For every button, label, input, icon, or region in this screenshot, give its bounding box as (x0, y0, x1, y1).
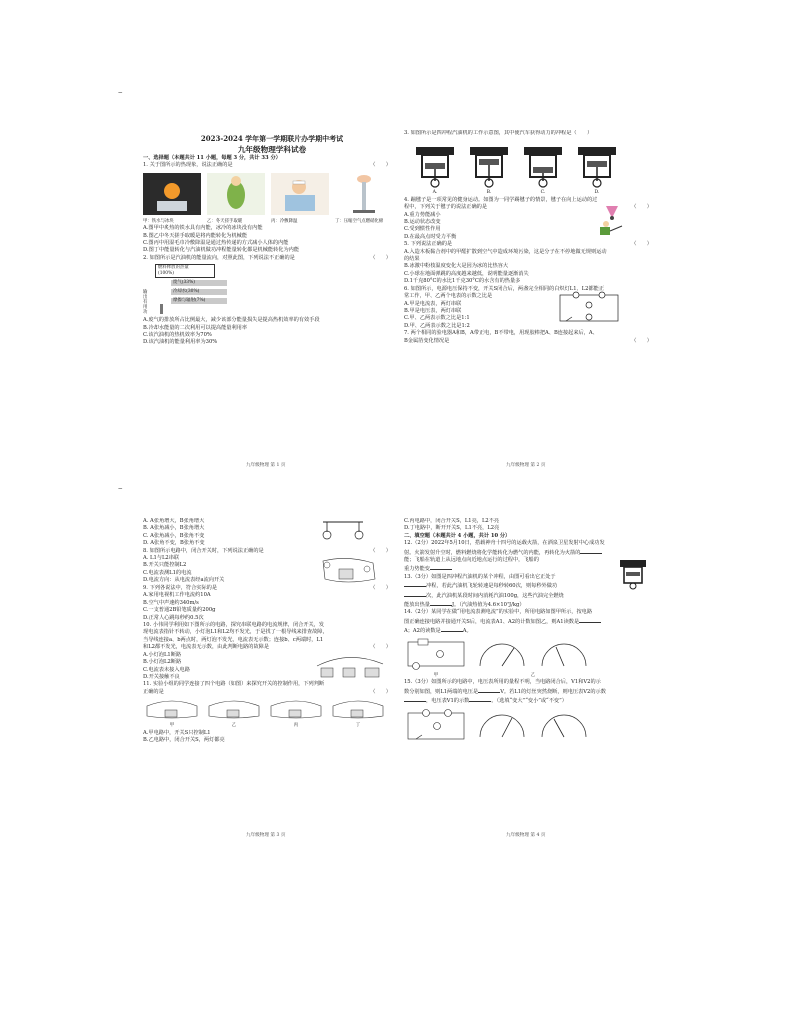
q15-figures (404, 707, 662, 743)
question-4: 4. 蹦毽子是一项常见的健身运动。如图为一同学踢毽子的情景，毽子在向上运动的过 (404, 196, 598, 203)
q6-option-c: C.甲、乙两表示数之比是1:1 (404, 315, 470, 322)
q2-exhaust-bar: 废气(33%) (171, 280, 227, 286)
answer-blank[interactable] (430, 600, 452, 606)
page-footer: 九年级物理 第 2 页 (506, 463, 546, 468)
q10-option-b: B.小灯泡L2断路 (143, 659, 182, 666)
q6-circuit-diagram (556, 291, 622, 325)
answer-blank[interactable] (580, 548, 602, 554)
q5-option-a-continued: 的结果 (404, 256, 420, 263)
q4-option-b: B.运动状态改变 (404, 219, 441, 226)
q9-option-c: C.一支普通2B铅笔质量约200g (143, 607, 216, 614)
answer-blank[interactable] (441, 626, 463, 632)
q14-ammeter-dial-2 (536, 638, 592, 670)
question-15-line-2: 数分别如图，则L1两端的电压是 V。若L1的灯丝突然烧断，则电压表V2的示数 (404, 688, 606, 695)
question-1: 1. 关于图所示的热现象，说法正确的是 （ ） (143, 162, 391, 169)
q2-option-d: D.该汽油机的能量利用率为30% (143, 339, 218, 346)
question-13-line-3: 次，此汽油机某段时间内消耗汽油100g，这些汽油完全燃烧 (404, 591, 564, 600)
q1-option-b: B.图乙中冬天搓手取暖是将内能转化为机械能 (143, 232, 248, 239)
question-10-line-2: 现电流表指针不转动，小灯泡L1和L2均不发光，于是找了一根导线来排查故障， (143, 629, 328, 636)
q1-figure-captions: 甲：铁水与冰块 乙：冬天搓手取暖 丙：冷敷降温 丁：压缩空气点燃硝化棉 (143, 218, 384, 224)
q2-useful-work-label: 输出有用功 (143, 290, 148, 316)
question-12-line-4: 重力势能变 (404, 564, 662, 573)
q1-option-c: C.图丙中用湿毛巾冷敷降温是通过热传递的方式减小人体的内能 (143, 240, 289, 247)
q6-option-a: A.甲是电流表，两灯串联 (404, 300, 462, 307)
q10-option-c: C.电流表未接入电路 (143, 666, 190, 673)
q14-circuit-diagram (404, 638, 468, 670)
question-13-line-2: 冲程，若此汽油机飞轮转速是每秒转60次，则每秒外做功 (404, 581, 564, 590)
answer-blank[interactable] (579, 617, 601, 623)
question-2: 2. 如图所示是汽油机的能量流向，对照此图，下列说法不正确的是 （ ） (143, 254, 391, 261)
q5-option-c: C.小球在地面弹跳的高度越来越低，说明能量逐渐消失 (404, 270, 529, 277)
q7-option-d: D. A张角不变，B张角不变 (143, 540, 205, 547)
q11-circuit-bing (267, 698, 325, 720)
q3-engine-diagrams (412, 141, 662, 189)
q1-cold-compress-figure (271, 173, 329, 215)
answer-blank[interactable] (469, 696, 491, 702)
q2-option-b: B.冷却水能量的二次利用可以提高能量利用率 (143, 324, 248, 331)
question-11: 11. 实验小组的同学连接了四个电路（如图）来探究开关的控制作用，下列判断 (143, 681, 325, 688)
question-6-continued: 常工作，甲、乙两个电表的示数之比是 (404, 293, 493, 300)
exam-subtitle: 九年级物理学科试卷 (237, 145, 307, 154)
exam-page-1 (143, 130, 401, 480)
q9-option-a: A.家用电视机工作电流约10A (143, 592, 211, 599)
question-8: 8. 如图所示电路中，闭合开关时，下列说法正确的是 （ ） (143, 547, 391, 554)
question-12-line-3: 能；飞船在轨道上从远地点向近地点运行的过程中，飞船的 (404, 557, 539, 564)
page-footer: 九年级物理 第 1 页 (246, 463, 286, 468)
q6-option-d: D.甲、乙两表示数之比是1:2 (404, 322, 470, 329)
q10-circuit-photo (313, 652, 387, 680)
q11-option-d: D.丁电路中，断开开关S，L1不亮，L2亮 (404, 525, 500, 532)
q3-option-labels: A. B. C. D. (432, 190, 600, 196)
q11-option-c: C.丙电路中，闭合开关S，L1亮，L2不亮 (404, 518, 500, 524)
q9-option-d: D.正常人心跳每秒约0.5次 (143, 614, 204, 621)
q15-circuit-diagram (404, 707, 468, 743)
answer-blank[interactable] (404, 581, 426, 587)
q14-ammeter-dial-1 (474, 638, 530, 670)
question-12: 12.（2分）2022年5月10日，搭载神舟十四号的运载火箭，在酒泉卫星发射中心成功发 (404, 540, 605, 547)
question-15: 15.（3分）如图所示的电路中，电压表所用的量程不明，当电路闭合后，V1和V2的示 (404, 679, 601, 686)
q4-option-d: D.在最高点时受力平衡 (404, 233, 457, 240)
q4-option-a: A.重力势能减小 (404, 211, 441, 218)
question-7-continued: B金属箔变化情况是 （ ） (404, 337, 652, 344)
question-4-continued: 程中，下列关于毽子的说法正确的是 （ ） (404, 204, 652, 211)
q1-photo-molten-iron (143, 173, 201, 215)
q1-rubbing-hands-figure (207, 173, 265, 215)
question-14: 14.（2分）某同学在做“用电流表测电流”的实验中，所用电路如图甲所示，按电路 (404, 609, 593, 616)
exam-title: 2023-2024 学年第一学期联片办学期中考试 (200, 134, 344, 143)
exam-page-2 (404, 130, 662, 480)
q1-option-d: D.图丁中能量转化与汽油机做功冲程能量转化都是机械能转化为内能 (143, 247, 300, 254)
answer-blank[interactable] (404, 696, 426, 702)
question-5: 5. 下列说法正确的是 （ ） (404, 241, 652, 248)
question-10-line-4: 和L2都不发光，电流表无示数，由此判断电路的故障是 （ ） (143, 644, 391, 651)
q11-circuit-ding (329, 698, 387, 720)
q3-engine-stroke-d (574, 141, 620, 189)
q8-option-c: C.电流表测L1的电流 (143, 569, 192, 576)
question-13-line-4: 能放出热量 J。（汽油热值为4.6×10⁷J/kg） (404, 602, 525, 609)
question-14-line-2: 图正确连接电路并接通开关S后，电流表A1、A2的计数如图乙，则A1读数是 (404, 617, 662, 626)
question-15-line-3: ，电压表V1的示数 。（选填“变大”“变小”或“不变”） (404, 696, 662, 705)
q8-option-d: D.电流方向：从电流表经a流向开关 (143, 577, 225, 584)
q11-option-b: B.乙电路中，闭合开关S，两灯都亮 (143, 736, 225, 743)
question-10-line-3: 当导线连接a、b两点时，两灯泡不发光，电流表无示数；连接b、c两端时，L1 (143, 636, 324, 643)
q7-option-c: C. A张角减小，B张角不变 (143, 532, 205, 539)
q1-figures (143, 173, 401, 215)
q1-air-compression-figure (335, 173, 393, 215)
q2-fuel-energy-box: 燃料释放的热量 (100%) (155, 264, 215, 278)
q5-option-b: B.冰激中粉枝温度变化大是因为冰的比热容大 (404, 263, 509, 270)
q3-engine-stroke-b (466, 141, 512, 189)
q10-option-a: A.小灯泡L1断路 (143, 651, 182, 658)
q10-option-d: D.开关接触不良 (143, 673, 180, 680)
q15-voltmeter-dial-1 (474, 707, 530, 743)
answer-blank[interactable] (478, 687, 500, 693)
q2-option-a: A.废气的排放所占比例最大，减少该部分能量损失是提高热机效率的有效手段 (143, 317, 320, 324)
q14-figures (404, 638, 662, 670)
q11-figure-labels: 甲 乙 丙 丁 (169, 723, 361, 729)
question-3: 3. 如图所示是四冲程汽油机的工作示意图，其中使汽车获得动力的冲程是（ ） (404, 130, 593, 136)
question-13: 13.（3分）如图是四冲程汽油机的某个冲程，由图可看出它正处于 (404, 573, 556, 580)
shuttlecock-kick-figure (592, 204, 632, 238)
exam-page-4 (404, 518, 662, 868)
q15-voltmeter-dial-2 (536, 707, 592, 743)
question-7: 7. 两个相同的验电器A和B，A带正电，B不带电，用现胶棒把A、B连接起来后，A、 (404, 330, 598, 337)
q8-option-a: A. L1与L2串联 (143, 555, 180, 562)
question-6: 6. 如图所示，电源电压保持不变，开关S闭合后，两盏完全相同的白炽灯L1、L2都能正 (404, 285, 605, 292)
q8-option-b: B.开关只能控制L2 (143, 562, 187, 569)
q7-option-a: A. A张角增大，B张角增大 (143, 518, 205, 524)
q13-engine-diagram (618, 556, 648, 590)
q5-option-a: A.入造木板黏合剂中的甲醛扩散到空气中造成环境污染，这是分子在不停地做无规则运动 (404, 248, 607, 255)
q2-energy-flow-diagram (143, 264, 401, 315)
section-heading: 二、填空题（本题共计 4 小题，共计 10 分） (404, 532, 511, 539)
margin-dash-mark: – (118, 484, 123, 494)
q11-circuit-yi (205, 698, 263, 720)
q7-option-b: B. A张角减小，B张角增大 (143, 525, 205, 532)
q8-circuit-photo (317, 555, 381, 585)
page-footer: 九年级物理 第 4 页 (506, 833, 546, 838)
q5-option-d: D.1千克80°C的水比1千克30°C的水含有的热量多 (404, 278, 521, 285)
q14-figure-labels: 甲 乙 (433, 672, 536, 678)
q2-cooling-water-bar: 冷却水(30%) (171, 289, 227, 295)
q3-engine-stroke-a (412, 141, 458, 189)
question-10: 10. 小伟同学利用如下图所示的电路，探究串联电路的电流规律，闭合开关，发 (143, 622, 325, 629)
q11-circuit-figures (143, 698, 401, 720)
q11-circuit-jia (143, 698, 201, 720)
q6-option-b: B.甲是电压表，两灯串联 (404, 307, 462, 314)
section-heading: 一、选择题（本题共计 11 小题，每题 3 分，共计 33 分） (143, 155, 281, 161)
q4-option-c: C.受到惯性作用 (404, 226, 441, 233)
answer-blank[interactable] (430, 564, 452, 570)
exam-page-3 (143, 518, 401, 868)
margin-dash-mark: – (118, 88, 123, 98)
question-14-line-3: A；A2的读数是 A。 (404, 628, 472, 635)
question-12-line-2: 射。火箭发射升空时，燃料燃烧将化学能转化为燃气的内能，再转化为火箭的 (404, 548, 662, 557)
electroscope-figure (315, 518, 371, 542)
q11-option-a: A.甲电路中，开关S只控制L1 (143, 729, 211, 736)
q3-engine-stroke-c (520, 141, 566, 189)
q2-friction-bar: 摩擦与辐射(7%) (171, 298, 227, 304)
question-9: 9. 下列各说法中，符合实际的是 （ ） (143, 585, 391, 592)
question-11-continued: 正确的是 （ ） (143, 688, 391, 695)
page-footer: 九年级物理 第 3 页 (246, 833, 286, 838)
answer-blank[interactable] (404, 591, 426, 597)
q9-option-b: B.空气中声速约340m/s (143, 599, 199, 606)
q1-option-a: A.图甲中炙热的铁水具有内能，冰冷的冰块没有内能 (143, 225, 263, 232)
q2-option-c: C.该汽油机的热机效率为70% (143, 332, 212, 339)
